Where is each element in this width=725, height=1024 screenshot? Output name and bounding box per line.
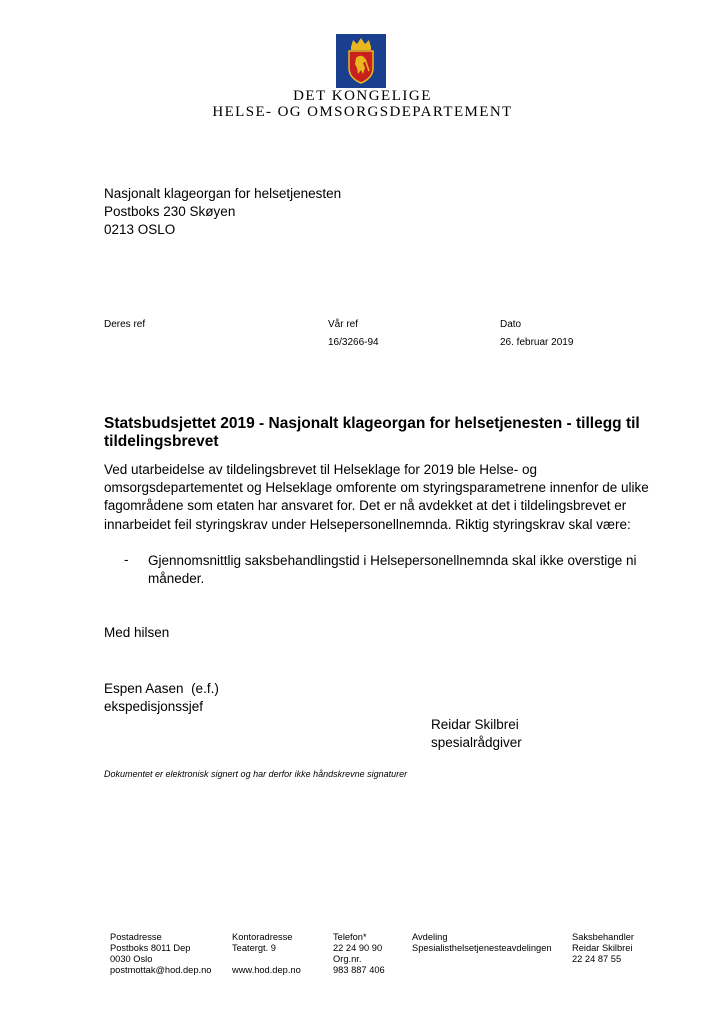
bullet-marker: - <box>124 552 129 567</box>
footer-avdeling-label: Avdeling <box>412 932 448 942</box>
signature-disclaimer: Dokumentet er elektronisk signert og har derfor ikke håndskrevne signaturer <box>104 769 408 779</box>
deres-ref-label: Deres ref <box>104 319 146 330</box>
department-name-line1: DET KONGELIGE <box>293 88 432 104</box>
recipient-line1: Nasjonalt klageorgan for helsetjenesten <box>104 186 342 201</box>
signatory-second-name: Reidar Skilbrei <box>431 717 519 732</box>
department-name-line2: HELSE- OG OMSORGSDEPARTEMENT <box>212 104 513 120</box>
signatory-first-title: ekspedisjonssjef <box>104 699 204 714</box>
recipient-line3: 0213 OSLO <box>104 222 176 237</box>
footer-telefon <box>333 932 385 976</box>
footer-avdeling-value: Spesialisthelsetjenesteavdelingen <box>412 943 552 953</box>
footer-telefon-number: 22 24 90 90 <box>333 943 383 953</box>
footer-postadresse-line: Postboks 8011 Dep <box>110 943 191 953</box>
signatory-second <box>431 716 522 752</box>
footer-postadresse <box>110 932 211 976</box>
footer-saksbehandler-phone: 22 24 87 55 <box>572 954 622 964</box>
footer-saksbehandler-label: Saksbehandler <box>572 932 635 942</box>
greeting: Med hilsen <box>104 625 170 640</box>
footer-kontoradresse-line <box>232 954 301 965</box>
footer-kontoradresse-line: Teatergt. 9 <box>232 943 276 953</box>
bullet-item: Gjennomsnittlig saksbehandlingstid i Helsepersonellnemnda skal ikke overstige ni måneder. <box>148 553 637 587</box>
footer-postadresse-label: Postadresse <box>110 932 162 942</box>
footer-website: www.hod.dep.no <box>232 965 301 975</box>
letterhead <box>0 0 725 130</box>
footer-telefon-label: Telefon* <box>333 932 367 942</box>
letter-title: Statsbudsjettet 2019 - Nasjonalt klageorgan for helsetjenesten - tillegg til tildelingsbrevet <box>104 415 640 450</box>
signatory-second-title: spesialrådgiver <box>431 735 522 750</box>
letter-body: Ved utarbeidelse av tildelingsbrevet til Helseklage for 2019 ble Helse- og omsorgsdepartementet og Helseklage omforente om styringsparametrene innenfor de ulike fagområdene som etaten har ansvaret for. Det er nå avdekket at det i tildelingsbrevet er innarbeidet feil styringskrav under Helsepersonellnemnda. Riktig styringskrav skal være: <box>104 462 649 532</box>
footer-avdeling <box>412 932 552 954</box>
var-ref-value: 16/3266-94 <box>328 337 379 348</box>
footer-kontoradresse <box>232 932 301 976</box>
footer-saksbehandler <box>572 932 634 965</box>
recipient-address <box>104 185 341 239</box>
footer-postadresse-line: 0030 Oslo <box>110 954 153 964</box>
footer-orgnr-value: 983 887 406 <box>333 965 385 975</box>
signatory-first-name: Espen Aasen (e.f.) <box>104 681 219 696</box>
footer-email: postmottak@hod.dep.no <box>110 965 212 975</box>
signatory-first <box>104 680 219 716</box>
date-label: Dato <box>500 319 522 330</box>
coat-of-arms-icon <box>336 34 386 88</box>
recipient-line2: Postboks 230 Skøyen <box>104 204 236 219</box>
date-value: 26. februar 2019 <box>500 337 574 348</box>
footer-saksbehandler-name: Reidar Skilbrei <box>572 943 633 953</box>
var-ref-label: Vår ref <box>328 319 359 330</box>
footer-kontoradresse-label: Kontoradresse <box>232 932 293 942</box>
footer-orgnr-label: Org.nr. <box>333 954 362 964</box>
